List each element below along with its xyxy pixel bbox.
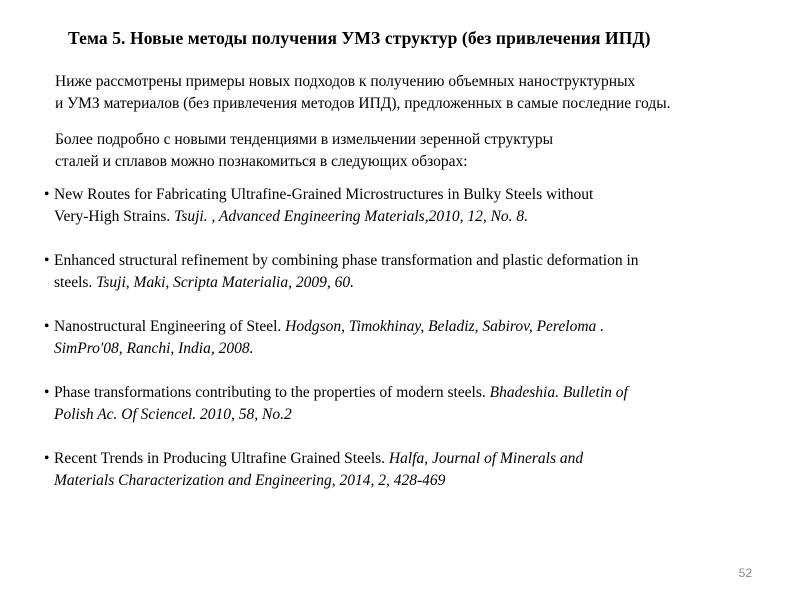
- reference-title-cont: steels.: [54, 274, 97, 291]
- reviews-paragraph: [55, 129, 553, 173]
- reference-item: [44, 250, 639, 294]
- reference-citation-cont: SimPro'08, Ranchi, India, 2008.: [54, 340, 254, 357]
- page-number: 52: [738, 566, 752, 580]
- reference-title: New Routes for Fabricating Ultrafine-Grained Microstructures in Bulky Steels without: [54, 186, 594, 203]
- reference-citation-cont: Materials Characterization and Engineering, 2014, 2, 428-469: [54, 472, 446, 489]
- reference-citation-cont: Polish Ac. Of Sciencel. 2010, 58, No.2: [54, 406, 292, 423]
- reference-title: Nanostructural Engineering of Steel.: [54, 318, 286, 335]
- reference-citation: Tsuji, Maki, Scripta Materialia, 2009, 60.: [96, 274, 354, 291]
- slide-title: Тема 5. Новые методы получения УМЗ структур (без привлечения ИПД): [68, 28, 651, 48]
- reference-line-1: [54, 382, 639, 404]
- reference-item: [44, 448, 639, 492]
- reference-line-2: [54, 206, 639, 228]
- reference-item: [44, 316, 639, 360]
- reference-item: [44, 382, 639, 426]
- reference-item: [44, 184, 639, 228]
- intro-paragraph: [55, 71, 671, 115]
- intro-line-2: и УМЗ материалов (без привлечения методов ИПД), предложенных в самые последние годы.: [55, 95, 671, 112]
- bullet-icon: •: [44, 252, 50, 269]
- bullet-icon: •: [44, 318, 50, 335]
- reference-list: [44, 184, 639, 514]
- bullet-icon: •: [44, 450, 50, 467]
- reference-title: Enhanced structural refinement by combining phase transformation and plastic deformation in: [54, 252, 639, 269]
- reference-line-1: [54, 448, 639, 470]
- reference-title: Phase transformations contributing to the properties of modern steels.: [54, 384, 490, 401]
- reference-citation: Hodgson, Timokhinay, Beladiz, Sabirov, Perelomа .: [285, 318, 605, 335]
- reviews-line-2: сталей и сплавов можно познакомиться в следующих обзорах:: [55, 153, 468, 170]
- bullet-icon: •: [44, 384, 50, 401]
- reference-line-1: [54, 316, 639, 338]
- reviews-line-1: Более подробно с новыми тенденциями в измельчении зеренной структуры: [55, 131, 554, 148]
- reference-citation: Bhadeshia. Bulletin of: [489, 384, 628, 401]
- reference-citation: Tsuji. , Advanced Engineering Materials,2010, 12, No. 8.: [174, 208, 529, 225]
- intro-line-1: Ниже рассмотрены примеры новых подходов к получению объемных наноструктурных: [55, 73, 636, 90]
- reference-citation: Halfa, Journal of Minerals and: [388, 450, 584, 467]
- reference-title-cont: Very-High Strains.: [54, 208, 175, 225]
- reference-title: Recent Trends in Producing Ultrafine Grained Steels.: [54, 450, 389, 467]
- reference-line-2: [54, 272, 639, 294]
- bullet-icon: •: [44, 186, 50, 203]
